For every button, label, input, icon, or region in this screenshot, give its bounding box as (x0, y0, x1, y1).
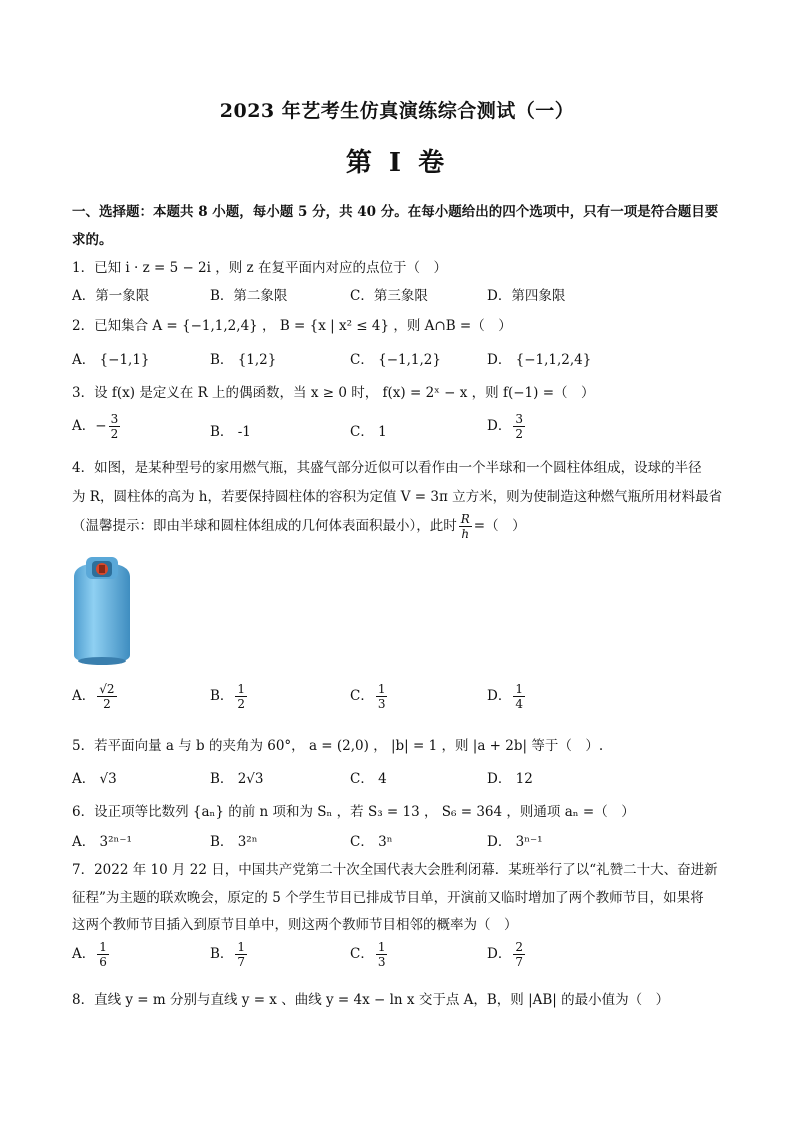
q1-option-d: D．第四象限 (487, 288, 566, 304)
q1-option-b: B．第二象限 (210, 288, 288, 304)
q3-option-b: B． -1 (210, 424, 251, 440)
q6-stem: 6．设正项等比数列 {aₙ} 的前 n 项和为 Sₙ ，若 S₃ = 13 ， S₆ = 364 ，则通项 aₙ =（ ） (72, 804, 635, 820)
q7-option-b: B． $\frac{1}{7}$ (210, 940, 246, 969)
q3-option-a (72, 412, 122, 441)
q2-stem: 2．已知集合 A = {−1,1,2,4} ， B = {x | x² ≤ 4} ，则 A∩B =（ ） (72, 318, 512, 334)
q4-option-a: A． $\frac{√2}{2}$ (72, 682, 115, 711)
q5-option-a: A． √3 (72, 771, 117, 787)
q4-option-c: C． $\frac{1}{3}$ (350, 682, 386, 711)
q3-option-d (487, 412, 527, 441)
q4-line1: 4．如图，是某种型号的家用燃气瓶，其盛气部分近似可以看作由一个半球和一个圆柱体组成，设球的半径 (72, 460, 702, 476)
q4-option-d: D． $\frac{1}{4}$ (487, 682, 523, 711)
q4-line2: 为 R，圆柱体的高为 h，若要保持圆柱体的容积为定值 V = 3π 立方米，则为使制造这种燃气瓶所用材料最省 (72, 489, 723, 505)
exam-subtitle: 第 I 卷 (345, 148, 449, 178)
q3-option-a-fraction: $\frac{3}{2}$ (110, 412, 119, 441)
q3-stem: 3．设 f(x) 是定义在 R 上的偶函数，当 x ≥ 0 时， f(x) = 2ˣ − x ，则 f(−1) =（ ） (72, 385, 595, 401)
q3-option-c: C． 1 (350, 424, 387, 440)
gas-cylinder-figure (70, 555, 134, 667)
section-intro-line2: 求的。 (72, 232, 113, 248)
q5-option-d: D． 12 (487, 771, 533, 787)
q7-line3: 这两个教师节目插入到原节目单中，则这两个教师节目相邻的概率为（ ） (72, 917, 518, 933)
q7-line1: 7．2022 年 10 月 22 日，中国共产党第二十次全国代表大会胜利闭幕．某班举行了以“礼赞二十大、奋进新 (72, 862, 718, 878)
q6-option-b: B． 3²ⁿ (210, 834, 258, 850)
q8-stem: 8．直线 y = m 分别与直线 y = x 、曲线 y = 4x − ln x 交于点 A，B，则 |AB| 的最小值为（ ） (72, 992, 670, 1008)
q2-option-b: B． {1,2} (210, 352, 277, 368)
q2-option-a: A． {−1,1} (72, 352, 150, 368)
q5-option-b: B． 2√3 (210, 771, 264, 787)
q7-option-d: D． $\frac{2}{7}$ (487, 940, 523, 969)
q4-ratio-fraction: $\frac{R}{h}$ (460, 512, 470, 541)
q3-option-a-prefix: A．− (72, 418, 107, 434)
q6-option-c: C． 3ⁿ (350, 834, 393, 850)
q4-line3: （温馨提示：即由半球和圆柱体组成的几何体表面积最小），此时 $\frac{R}{h}$ =（ ） (72, 512, 526, 541)
q7-option-a-fraction: $\frac{1}{6}$ (99, 940, 107, 969)
q2-option-c: C． {−1,1,2} (350, 352, 441, 368)
q4-option-b-fraction: $\frac{1}{2}$ (237, 682, 246, 711)
q7-option-d-fraction: $\frac{2}{7}$ (515, 940, 523, 969)
q7-line2: 征程”为主题的联欢晚会，原定的 5 个学生节目已排成节目单，开演前又临时增加了两个教师节目，如果将 (72, 890, 704, 906)
q7-option-c: C． $\frac{1}{3}$ (350, 940, 386, 969)
q2-option-d: D． {−1,1,2,4} (487, 352, 592, 368)
q5-option-c: C． 4 (350, 771, 387, 787)
q7-option-c-fraction: $\frac{1}{3}$ (377, 940, 386, 969)
q4-option-d-fraction: $\frac{1}{4}$ (515, 682, 523, 711)
q3-option-d-prefix: D． (487, 418, 512, 434)
q1-option-a: A．第一象限 (72, 288, 150, 304)
q4-option-b: B． $\frac{1}{2}$ (210, 682, 246, 711)
q5-stem: 5．若平面向量 a 与 b 的夹角为 60°， a = (2,0) ， |b| = 1 ，则 |a + 2b| 等于（ ）. (72, 738, 604, 754)
q1-option-c: C．第三象限 (350, 288, 428, 304)
section-intro-line1: 一、选择题：本题共 8 小题，每小题 5 分，共 40 分。在每小题给出的四个选项中，只有一项是符合题目要 (72, 204, 719, 220)
q4-option-c-fraction: $\frac{1}{3}$ (377, 682, 386, 711)
exam-title: 2023 年艺考生仿真演练综合测试（一） (219, 100, 575, 122)
q6-option-d: D． 3ⁿ⁻¹ (487, 834, 543, 850)
q1-stem: 1．已知 i · z = 5 − 2i ，则 z 在复平面内对应的点位于（ ） (72, 260, 447, 276)
q7-option-b-fraction: $\frac{1}{7}$ (237, 940, 246, 969)
q3-option-d-fraction: $\frac{3}{2}$ (515, 412, 523, 441)
q6-option-a: A． 3²ⁿ⁻¹ (72, 834, 132, 850)
q4-option-a-fraction: $\frac{√2}{2}$ (99, 682, 115, 711)
q7-option-a: A． $\frac{1}{6}$ (72, 940, 107, 969)
